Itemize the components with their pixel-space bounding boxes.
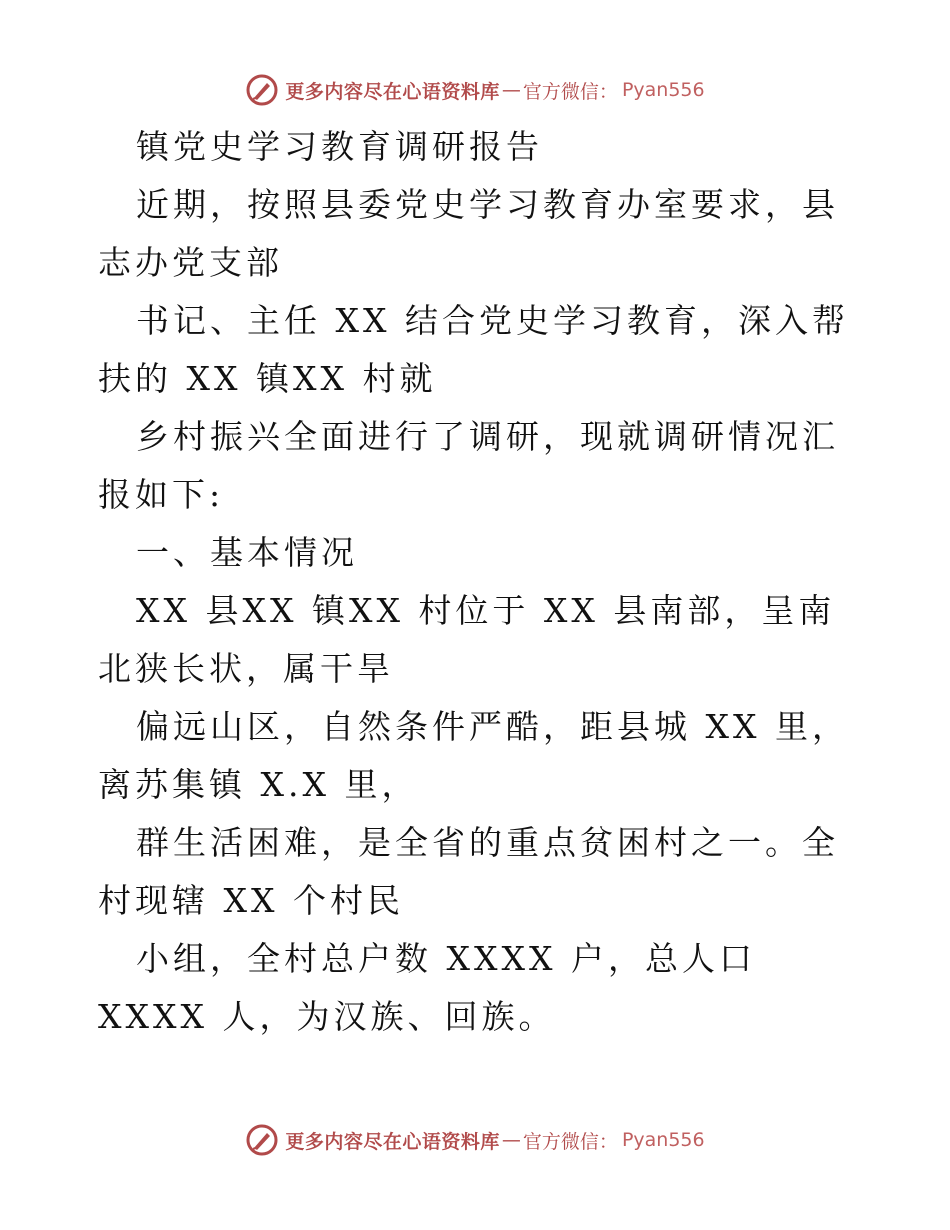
paragraph-line: XX 县XX 镇XX 村位于 XX 县南部，呈南北狭长状，属干旱: [98, 591, 836, 688]
banner-wechat-id: Pyan556: [621, 79, 705, 101]
paragraph-line: 偏远山区，自然条件严酷，距县城 XX 里，离苏集镇 X.X 里，: [98, 707, 849, 804]
document-title: 镇党史学习教育调研报告: [136, 127, 543, 166]
footer-watermark-banner: [0, 1120, 950, 1160]
banner-separator: —: [501, 79, 521, 101]
banner-wechat-id: Pyan556: [621, 1129, 705, 1151]
pen-circle-icon: [245, 1123, 279, 1157]
banner-label: 官方微信：: [522, 80, 618, 103]
pen-circle-icon: [245, 73, 279, 107]
document-body: [98, 118, 858, 1046]
paragraph-line: 小组，全村总户数 XXXX 户，总人口 XXXX 人，为汉族、回族。: [98, 939, 756, 1036]
paragraph-line: 书记、主任 XX 结合党史学习教育，深入帮扶的 XX 镇XX 村就: [98, 301, 849, 398]
banner-label: 官方微信：: [522, 1130, 618, 1153]
paragraph-line: 近期，按照县委党史学习教育办室要求，县志办党支部: [98, 185, 839, 282]
paragraph-line: 群生活困难，是全省的重点贫困村之一。全村现辖 XX 个村民: [98, 823, 839, 920]
paragraph-line: 乡村振兴全面进行了调研，现就调研情况汇报如下:: [98, 417, 839, 514]
banner-text: 更多内容尽在心语资料库: [285, 80, 500, 103]
section-heading: 一、基本情况: [136, 533, 358, 572]
banner-text: 更多内容尽在心语资料库: [285, 1130, 500, 1153]
banner-separator: —: [501, 1129, 521, 1151]
header-watermark-banner: [0, 70, 950, 110]
